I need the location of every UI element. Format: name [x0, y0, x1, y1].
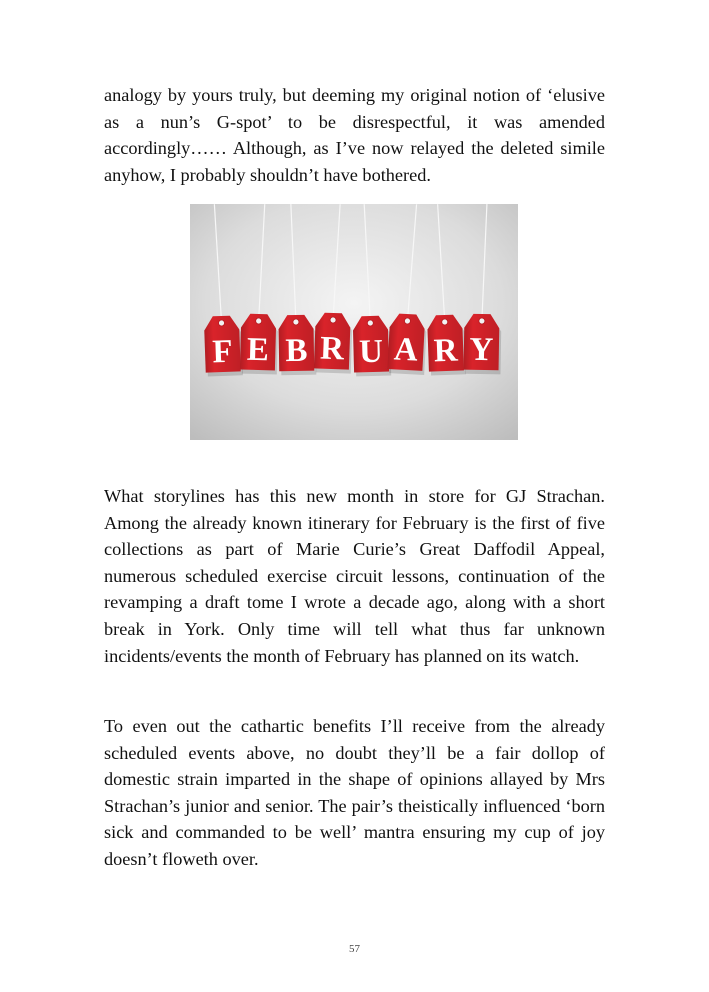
tag-letter: U	[358, 333, 384, 371]
tag-hole	[256, 318, 262, 324]
tag-letter: R	[433, 332, 459, 370]
page-number: 57	[349, 943, 360, 955]
tag-letter: F	[211, 333, 234, 371]
tag-hole	[293, 319, 299, 325]
tag-hole	[218, 320, 224, 326]
tag-hole	[442, 319, 448, 325]
tag-hole	[330, 317, 336, 323]
february-tags-graphic	[190, 204, 518, 440]
paragraph-2: What storylines has this new month in store for GJ Strachan. Among the already known itinerary for February is the first of five collections as part of Marie Curie’s Great Daffodil Appeal, numerous scheduled exercise circuit lessons, continuation of the revamping a draft tome I wrote a decade ago, along with a short break in York. Only time will tell what thus far unknown incidents/events the month of February has planned on its watch.	[104, 486, 605, 666]
february-tags-image	[190, 204, 518, 440]
paragraph-3: To even out the cathartic benefits I’ll receive from the already scheduled events above, no doubt they’ll be a fair dollop of domestic strain imparted in the shape of opinions allayed by Mrs Strachan’s junior and senior. The pair’s theistically influenced ‘born sick and commanded to be well’ mantra ensuring my cup of joy doesn’t floweth over.	[104, 716, 605, 869]
tag-letter: E	[246, 331, 270, 369]
tag-letter: Y	[469, 331, 494, 369]
tag-letter: A	[393, 331, 419, 369]
tag-hole	[404, 318, 410, 324]
tag-letter: R	[319, 330, 345, 368]
tag-hole	[367, 320, 373, 326]
paragraph-1: analogy by yours truly, but deeming my original notion of ‘elusive as a nun’s G-spot’ to be disrespectful, it was amended accordingly…… Although, as I’ve now relayed the deleted simile anyhow, I probably shouldn’t have bothered.	[104, 85, 605, 185]
tag-letter: B	[285, 332, 308, 370]
tag-hole	[479, 318, 485, 324]
